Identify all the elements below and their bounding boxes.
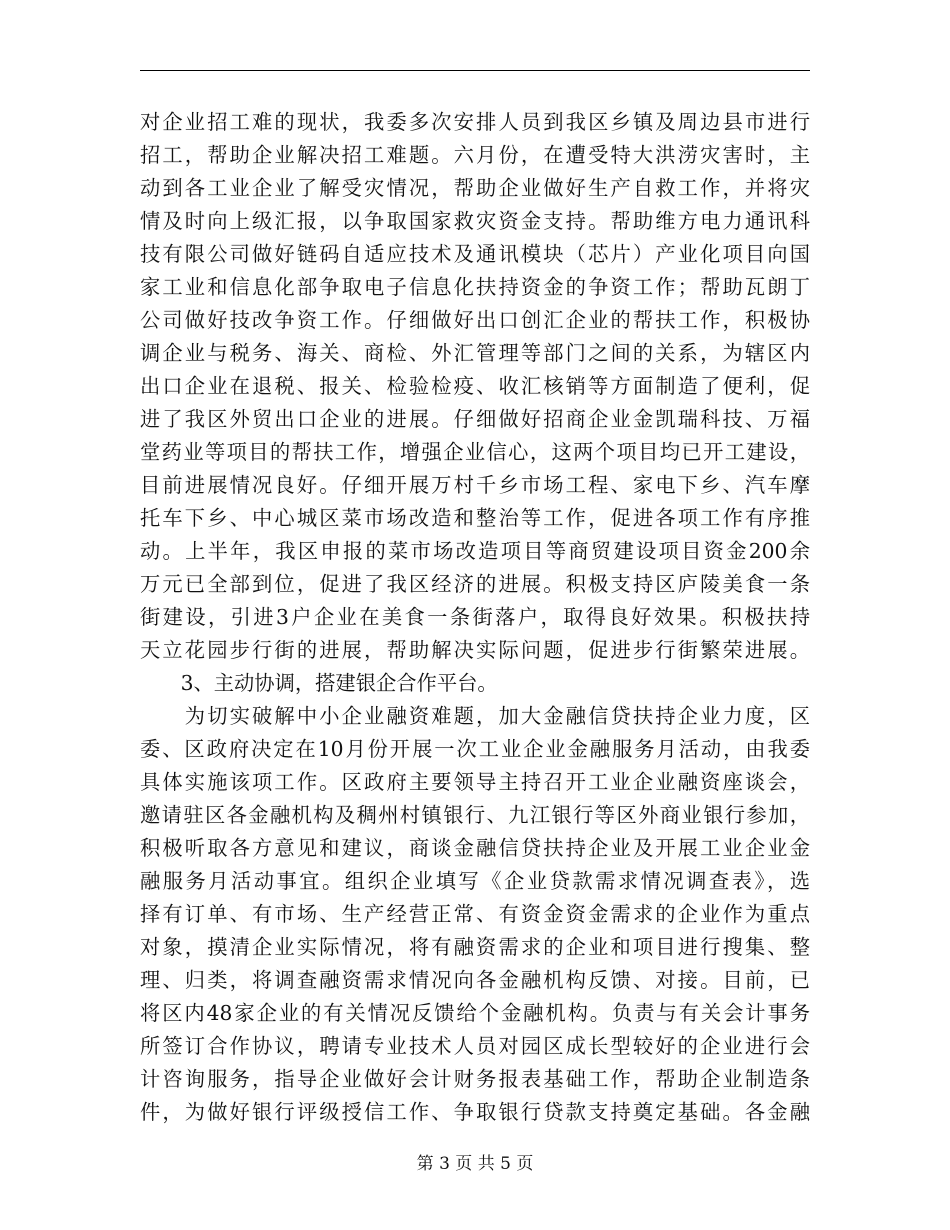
text-line: 融服务月活动事宜。组织企业填写《企业贷款需求情况调查表》，选: [140, 869, 810, 893]
text-line: 所签订合作协议，聘请专业技术人员对园区成长型较好的企业进行会: [140, 1034, 810, 1058]
text-line: 择有订单、有市场、生产经营正常、有资金资金需求的企业作为重点: [140, 902, 810, 926]
text-line: 积极听取各方意见和建议，商谈金融信贷扶持企业及开展工业企业金: [140, 836, 810, 860]
text-line: 件，为做好银行评级授信工作、争取银行贷款支持奠定基础。各金融: [140, 1100, 810, 1124]
text-line: 为切实破解中小企业融资难题，加大金融信贷扶持企业力度，区: [140, 704, 810, 728]
text-line: 调企业与税务、海关、商检、外汇管理等部门之间的关系，为辖区内: [140, 341, 810, 365]
text-line: 家工业和信息化部争取电子信息化扶持资金的争资工作；帮助瓦朗丁: [140, 275, 810, 299]
text-line: 街建设，引进3户企业在美食一条街落户，取得良好效果。积极扶持: [140, 605, 810, 629]
header-rule: [140, 70, 810, 71]
text-line: 具体实施该项工作。区政府主要领导主持召开工业企业融资座谈会，: [140, 770, 810, 794]
text-line: 情及时向上级汇报，以争取国家救灾资金支持。帮助维方电力通讯科: [140, 209, 810, 233]
text-line: 托车下乡、中心城区菜市场改造和整治等工作，促进各项工作有序推: [140, 506, 810, 530]
text-line: 对企业招工难的现状，我委多次安排人员到我区乡镇及周边县市进行: [140, 110, 810, 134]
text-line: 出口企业在退税、报关、检验检疫、收汇核销等方面制造了便利，促: [140, 374, 810, 398]
text-line: 理、归类，将调查融资需求情况向各金融机构反馈、对接。目前，已: [140, 968, 810, 992]
text-line: 堂药业等项目的帮扶工作，增强企业信心，这两个项目均已开工建设，: [140, 440, 810, 464]
text-line: 邀请驻区各金融机构及稠州村镇银行、九江银行等区外商业银行参加，: [140, 803, 810, 827]
page-footer: [0, 1152, 950, 1176]
text-line: 公司做好技改争资工作。仔细做好出口创汇企业的帮扶工作，积极协: [140, 308, 810, 332]
text-line: 计咨询服务，指导企业做好会计财务报表基础工作，帮助企业制造条: [140, 1067, 810, 1091]
text-line: 技有限公司做好链码自适应技术及通讯模块（芯片）产业化项目向国: [140, 242, 810, 266]
text-line: 进了我区外贸出口企业的进展。仔细做好招商企业金凯瑞科技、万福: [140, 407, 810, 431]
text-line: 委、区政府决定在10月份开展一次工业企业金融服务月活动，由我委: [140, 737, 810, 761]
text-line: 天立花园步行街的进展，帮助解决实际问题，促进步行街繁荣进展。: [140, 638, 810, 662]
page-number-label: 第 3 页 共 5 页: [416, 1154, 534, 1174]
text-line: 目前进展情况良好。仔细开展万村千乡市场工程、家电下乡、汽车摩: [140, 473, 810, 497]
text-line: 对象，摸清企业实际情况，将有融资需求的企业和项目进行搜集、整: [140, 935, 810, 959]
text-line: 将区内48家企业的有关情况反馈给个金融机构。负责与有关会计事务: [140, 1001, 810, 1025]
section-heading: 3、主动协调，搭建银企合作平台。: [140, 671, 498, 695]
text-line: 万元已全部到位，促进了我区经济的进展。积极支持区庐陵美食一条: [140, 572, 810, 596]
text-line: 招工，帮助企业解决招工难题。六月份，在遭受特大洪涝灾害时，主: [140, 143, 810, 167]
text-line: 动。上半年，我区申报的菜市场改造项目等商贸建设项目资金200余: [140, 539, 810, 563]
document-body: [140, 106, 810, 1129]
text-line: 动到各工业企业了解受灾情况，帮助企业做好生产自救工作，并将灾: [140, 176, 810, 200]
